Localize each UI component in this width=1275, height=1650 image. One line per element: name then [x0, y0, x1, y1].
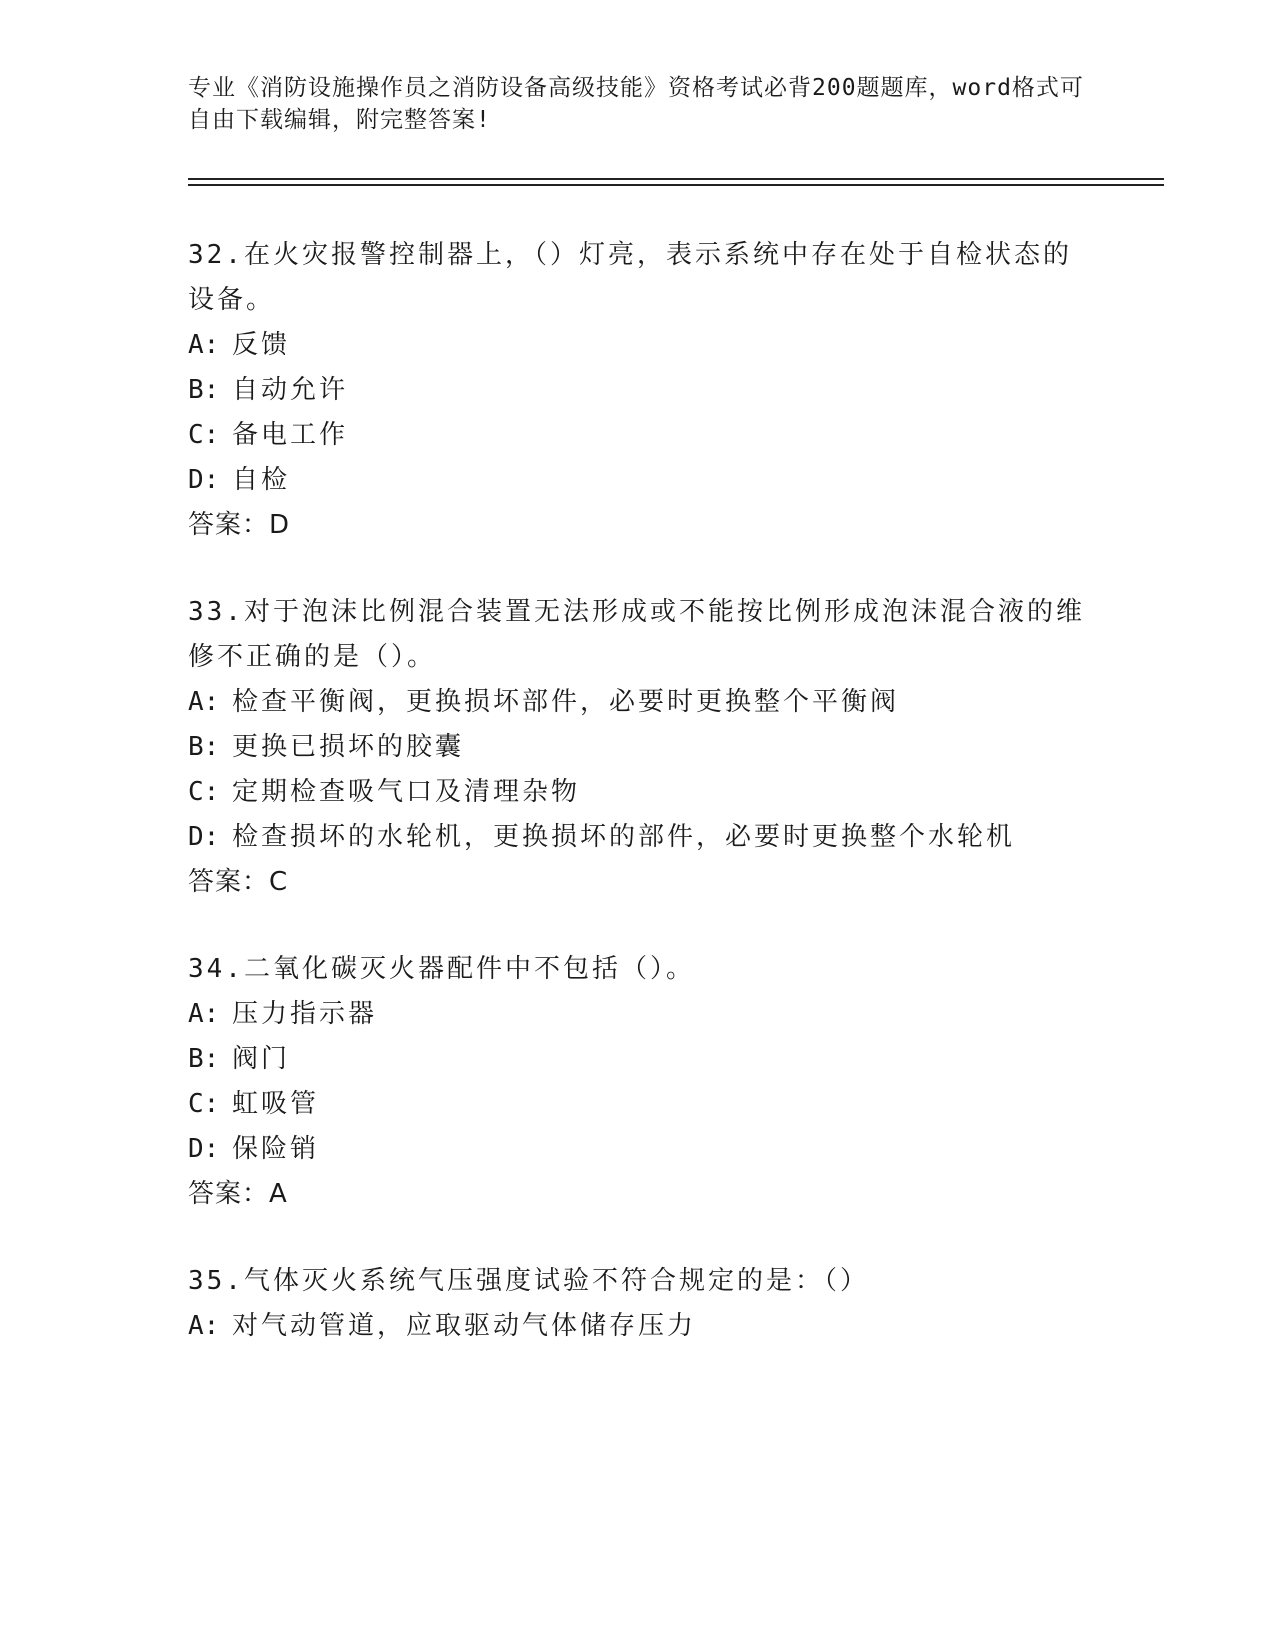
answer-line: 答案：C	[188, 867, 289, 897]
option-text: 更换已损坏的胶囊	[232, 732, 465, 762]
question-32	[188, 233, 1088, 548]
option-text: 压力指示器	[232, 999, 378, 1029]
question-text: 33.对于泡沫比例混合装置无法形成或不能按比例形成泡沫混合液的维修不正确的是（）。	[188, 597, 1085, 672]
option-text: 虹吸管	[232, 1089, 320, 1119]
option-letter: A:	[188, 687, 220, 717]
option-b	[188, 368, 1088, 413]
question-34	[188, 947, 1088, 1217]
option-text: 自动允许	[232, 375, 349, 405]
option-b	[188, 725, 1088, 770]
option-a	[188, 1304, 1088, 1349]
question-list	[188, 233, 1088, 1391]
answer-line: 答案：A	[188, 1179, 288, 1209]
option-c	[188, 1082, 1088, 1127]
option-text: 检查平衡阀，更换损坏部件，必要时更换整个平衡阀	[232, 687, 900, 717]
option-text: 备电工作	[232, 420, 349, 450]
header-divider-bottom	[188, 184, 1164, 186]
option-letter: C:	[188, 1089, 220, 1119]
question-text: 34.二氧化碳灭火器配件中不包括（）。	[188, 954, 695, 984]
option-a	[188, 323, 1088, 368]
option-text: 自检	[232, 465, 291, 495]
option-letter: A:	[188, 330, 220, 360]
option-b	[188, 1037, 1088, 1082]
option-c	[188, 413, 1088, 458]
option-letter: B:	[188, 375, 220, 405]
option-c	[188, 770, 1088, 815]
header-divider-top	[188, 178, 1164, 180]
document-header: 专业《消防设施操作员之消防设备高级技能》资格考试必背200题题库，word格式可自由下载编辑，附完整答案!	[188, 75, 1084, 133]
question-33	[188, 590, 1088, 905]
question-35	[188, 1259, 1088, 1349]
option-letter: C:	[188, 777, 220, 807]
option-text: 保险销	[232, 1134, 320, 1164]
option-letter: B:	[188, 732, 220, 762]
option-letter: A:	[188, 1311, 220, 1341]
option-d	[188, 815, 1088, 860]
answer-line: 答案：D	[188, 510, 291, 540]
option-letter: D:	[188, 1134, 220, 1164]
question-text: 35.气体灭火系统气压强度试验不符合规定的是：（）	[188, 1266, 869, 1296]
option-text: 检查损坏的水轮机，更换损坏的部件，必要时更换整个水轮机	[232, 822, 1016, 852]
option-text: 反馈	[232, 330, 291, 360]
option-letter: B:	[188, 1044, 220, 1074]
option-d	[188, 1127, 1088, 1172]
question-text: 32.在火灾报警控制器上，（）灯亮，表示系统中存在处于自检状态的设备。	[188, 240, 1072, 315]
option-text: 定期检查吸气口及清理杂物	[232, 777, 581, 807]
option-letter: A:	[188, 999, 220, 1029]
option-a	[188, 680, 1088, 725]
option-d	[188, 458, 1088, 503]
option-text: 对气动管道，应取驱动气体储存压力	[232, 1311, 697, 1341]
option-letter: C:	[188, 420, 220, 450]
option-text: 阀门	[232, 1044, 291, 1074]
option-a	[188, 992, 1088, 1037]
option-letter: D:	[188, 822, 220, 852]
option-letter: D:	[188, 465, 220, 495]
